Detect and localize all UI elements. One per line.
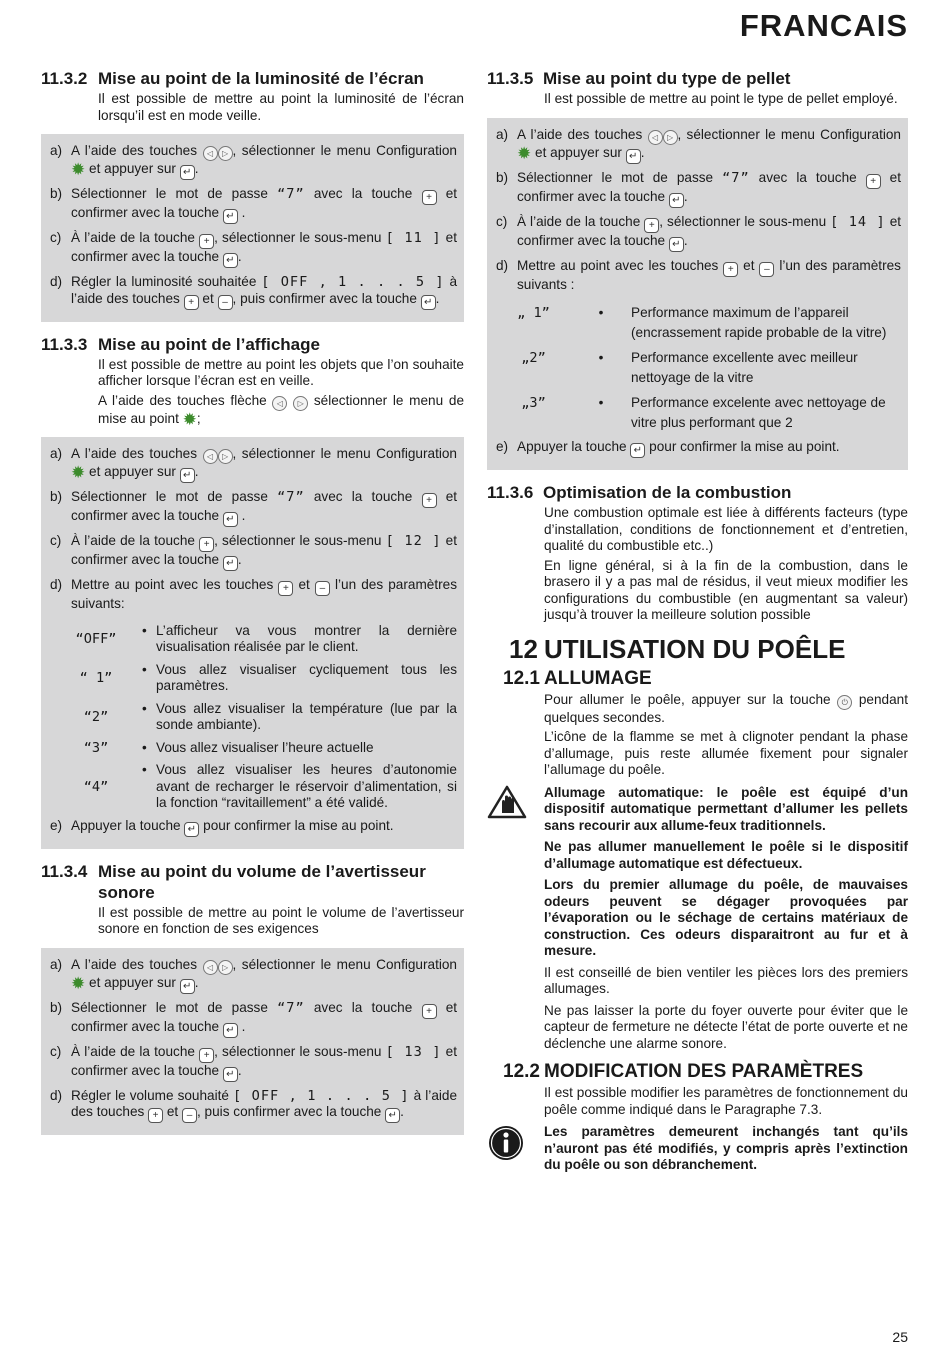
step-text-part: , sélectionner le sous-menu [659, 213, 827, 229]
enter-key-icon: ↵ [630, 443, 645, 458]
step-text-part: et confirmer avec la touche [71, 1043, 458, 1078]
section-intro [544, 91, 908, 108]
step-text: A l’aide des touches ◁ ▷ , sélectionner le menu Configuration ✹ et appuyer sur ↵ . [71, 446, 457, 482]
step-letter: b) [50, 186, 63, 201]
section-number: 12.1 [503, 667, 540, 689]
step-c [50, 1044, 457, 1082]
enter-key-icon: ↵ [669, 237, 684, 252]
plus-key-icon: + [422, 1004, 437, 1019]
step-text-part: À l’aide de la touche [517, 213, 641, 229]
step-letter: c) [50, 1043, 62, 1059]
section-title-12-2 [487, 1061, 908, 1083]
plus-key-icon: + [422, 190, 437, 205]
left-arrow-key-icon: ◁ [272, 396, 287, 411]
step-b [50, 489, 457, 527]
section-heading: Mise au point du type de pellet [543, 69, 791, 88]
step-text-part: Sélectionner le mot de passe [71, 186, 268, 201]
plus-key-icon: + [184, 295, 199, 310]
step-letter: d) [50, 274, 63, 289]
step-letter: c) [50, 230, 62, 245]
step-text: Régler le volume souhaité [ OFF , 1 . . . 5 ] à l’aide des touches + et – , puis confirmer avec la touche ↵ . [71, 1087, 458, 1121]
step-text-part: à l’aide des touches [71, 1087, 458, 1119]
step-text-part: et [743, 257, 755, 273]
step-e [496, 439, 901, 458]
paragraph: L’icône de la flamme se met à clignoter pendant la phase d’allumage, puis reste allumée fixement pour signaler l’allumage du poêle. [544, 729, 908, 777]
step-text [71, 818, 457, 837]
gear-icon: ✹ [71, 973, 86, 993]
section-intro [98, 905, 464, 938]
gear-icon: ✹ [71, 463, 86, 482]
warning-paragraph: Allumage automatique: le poêle est équipé d’un dispositif automatique permettant d’allumer les pellets sans recourir aux allume-feux traditionnels. [544, 784, 908, 833]
step-letter: a) [496, 126, 509, 142]
password-code: “7” [277, 186, 305, 202]
gear-icon: ✹ [517, 143, 532, 163]
warning-note [487, 785, 908, 1058]
paragraph: Ne pas laisser la porte du foyer ouverte pour éviter que le capteur de fermeture ne détecte l’état de porte ouverte et ne déclenche une alarme sonore. [544, 1002, 908, 1051]
intro-text: Il est possible de mettre au point les objets que l’on souhaite afficher lorsque l’écran est en veille. [98, 356, 464, 388]
step-text-part: pour confirmer la mise au point. [203, 817, 394, 833]
plus-key-icon: + [422, 493, 437, 508]
step-text-part: , sélectionner le sous-menu [214, 533, 382, 548]
step-text-part: Régler le volume souhaité [71, 1087, 229, 1103]
step-text [517, 258, 901, 294]
step-d [50, 1088, 457, 1124]
right-column [487, 68, 908, 1183]
enter-key-icon: ↵ [223, 209, 238, 224]
param-code: “3” [83, 739, 109, 756]
right-arrow-key-icon: ▷ [218, 146, 233, 161]
range-code: [ OFF , 1 . . . 5 ] [233, 1087, 410, 1104]
paragraph: Il est conseillé de bien ventiler les pièces lors des premiers allumages. [544, 964, 908, 996]
step-text: À l’aide de la touche + , sélectionner le sous-menu [ 12 ] et confirmer avec la touche ↵ . [71, 533, 458, 569]
plus-key-icon: + [723, 262, 738, 277]
step-text: À l’aide de la touche + , sélectionner le sous-menu [ 13 ] et confirmer avec la touche ↵ . [71, 1043, 458, 1080]
right-arrow-key-icon: ▷ [218, 960, 233, 975]
enter-key-icon: ↵ [421, 295, 436, 310]
paragraph [544, 692, 908, 727]
param-item [496, 393, 901, 433]
step-text-part: À l’aide de la touche [71, 230, 195, 245]
step-c [496, 214, 901, 252]
step-text-part: et confirmer avec la touche [71, 999, 458, 1034]
bullet: • [598, 395, 604, 410]
step-text-part: Sélectionner le mot de passe [71, 999, 268, 1015]
param-desc: Vous allez visualiser l’heure actuelle [156, 739, 374, 755]
enter-key-icon: ↵ [184, 822, 199, 837]
step-text-part: Sélectionner le mot de passe [71, 489, 268, 504]
minus-key-icon: – [182, 1108, 197, 1123]
section-number: 11.3.4 [41, 861, 88, 881]
bullet: • [598, 305, 604, 320]
left-arrow-key-icon: ◁ [648, 130, 663, 145]
param-item [496, 348, 901, 388]
enter-key-icon: ↵ [223, 512, 238, 527]
paragraph-part: Pour allumer le poêle, appuyer sur la touche [544, 691, 831, 707]
section-number: 11.3.3 [41, 334, 88, 354]
paragraph: En ligne général, si à la fin de la combustion, dans le brasero il y a pas mal de résidus, il veut mieux modifier les configurations du combustible (en augmentant sa valeur) jusqu’à trouver la meilleure solution possible [544, 557, 908, 622]
steps-box-11-3-4 [41, 948, 464, 1136]
step-text: A l’aide des touches ◁ ▷ , sélectionner le menu Configuration ✹ et appuyer sur ↵ . [71, 143, 457, 179]
step-text-part: l’un des paramètres suivants: [71, 577, 457, 611]
steps-box-11-3-5 [487, 118, 908, 471]
step-text: Régler la luminosité souhaitée [ OFF , 1 . . . 5 ] à l’aide des touches + et – , puis confirmer avec la touche ↵ . [71, 274, 457, 308]
bullet: • [142, 762, 147, 777]
param-desc: Vous allez visualiser les heures d’autonomie avant de recharger le réservoir d’alimentation, si la fonction “ravitaillement” a été validé. [156, 762, 457, 810]
intro-text-part: sélectionner le menu de mise au point [98, 392, 465, 426]
enter-key-icon: ↵ [223, 556, 238, 571]
chapter-heading: UTILISATION DU POÊLE [544, 633, 846, 664]
submenu-code: [ 11 ] [385, 230, 442, 246]
pellet-params-list [496, 303, 901, 433]
paragraph: Une combustion optimale est liée à différents facteurs (type d’installation, conditions de fonctionnement et d’entretien, qualité du combustible etc..) [544, 505, 908, 553]
step-text-part: avec la touche [758, 169, 857, 185]
enter-key-icon: ↵ [669, 193, 684, 208]
enter-key-icon: ↵ [626, 149, 641, 164]
step-b [50, 186, 457, 224]
step-text-part: l’un des paramètres suivants : [517, 257, 901, 292]
step-text-part: avec la touche [313, 999, 413, 1015]
submenu-code: [ 12 ] [385, 533, 442, 549]
step-text-part: , sélectionner le menu Configuration [677, 126, 901, 142]
range-code: [ OFF , 1 . . . 5 ] [261, 274, 445, 290]
step-d [496, 258, 901, 294]
step-text-part: et confirmer avec la touche [517, 213, 902, 248]
enter-key-icon: ↵ [385, 1108, 400, 1123]
section-number: 11.3.5 [487, 69, 534, 88]
warning-paragraph: Ne pas allumer manuellement le poêle si le dispositif d’allumage automatique est défectueux. [544, 839, 908, 871]
step-text-part: Mettre au point avec les touches [517, 257, 719, 273]
paragraph-part: pendant quelques secondes. [544, 691, 909, 725]
intro-text: Il est possible de mettre au point le type de pellet employé. [544, 91, 898, 106]
step-text-part: et confirmer avec la touche [71, 186, 458, 220]
plus-key-icon: + [148, 1108, 163, 1123]
param-item [50, 762, 457, 812]
param-desc: L’afficheur va vous montrer la dernière visualisation réalisée par le client. [156, 622, 457, 654]
param-item [496, 303, 901, 343]
section-title-11-3-3 [41, 334, 464, 355]
step-d [50, 577, 457, 613]
step-text-part: , sélectionner le menu Configuration [232, 446, 457, 461]
display-params-list [50, 623, 457, 812]
left-arrow-key-icon: ◁ [203, 960, 218, 975]
step-letter: c) [50, 533, 62, 548]
bullet: • [598, 350, 604, 365]
step-text: A l’aide des touches ◁ ▷ , sélectionner le menu Configuration ✹ et appuyer sur ↵ . [71, 956, 457, 993]
enter-key-icon: ↵ [223, 1023, 238, 1038]
section-heading: Mise au point de l’affichage [98, 334, 320, 354]
step-text [71, 577, 457, 613]
step-b [50, 1000, 457, 1038]
step-text-part: et [166, 1104, 179, 1119]
step-text-part: Appuyer la touche [517, 439, 627, 454]
step-text-part: À l’aide de la touche [71, 533, 195, 548]
param-desc: Vous allez visualiser cycliquement tous les paramètres. [156, 661, 457, 693]
section-heading: Mise au point de la luminosité de l’écran [98, 69, 424, 88]
plus-key-icon: + [866, 174, 881, 189]
password-code: “7” [277, 999, 305, 1016]
section-title-11-3-4 [41, 861, 464, 903]
section-body [544, 692, 908, 779]
step-text-part: , sélectionner le sous-menu [214, 230, 382, 245]
step-text-part: A l’aide des touches [71, 956, 198, 972]
step-text: Sélectionner le mot de passe “7” avec la touche + et confirmer avec la touche ↵ . [517, 169, 902, 206]
bullet: • [142, 622, 147, 638]
step-text: A l’aide des touches ◁ ▷ , sélectionner le menu Configuration ✹ et appuyer sur ↵ . [517, 126, 901, 163]
info-icon [487, 1124, 544, 1179]
step-letter: b) [50, 489, 63, 504]
chapter-number: 12 [509, 633, 538, 664]
step-c [50, 230, 457, 268]
step-e [50, 818, 457, 837]
step-a [496, 127, 901, 164]
plus-key-icon: + [199, 234, 214, 249]
plus-key-icon: + [278, 581, 293, 596]
enter-key-icon: ↵ [223, 253, 238, 268]
param-desc: Vous allez visualiser la température (lue par la sonde ambiante). [156, 700, 457, 732]
section-heading: Optimisation de la combustion [543, 483, 792, 502]
bullet: • [142, 661, 147, 677]
minus-key-icon: – [759, 262, 774, 277]
section-heading: Mise au point du volume de l’avertisseur sonore [98, 861, 426, 902]
paragraph: Il est possible modifier les paramètres de fonctionnement du poêle comme indiqué dans le Paragraphe 7.3. [544, 1085, 908, 1117]
info-text [544, 1124, 908, 1179]
left-column [41, 68, 464, 1147]
step-letter: c) [496, 213, 508, 229]
step-text [517, 439, 901, 458]
step-text-part: et appuyer sur [89, 161, 176, 176]
step-text-part: , puis confirmer avec la touche [232, 290, 417, 306]
param-code: “OFF” [75, 630, 117, 647]
step-text-part: avec la touche [313, 186, 413, 201]
section-intro [98, 91, 464, 124]
param-item [50, 701, 457, 734]
section-title-11-3-6 [487, 482, 908, 503]
info-note [487, 1124, 908, 1179]
enter-key-icon: ↵ [180, 979, 195, 994]
step-text-part: Régler la luminosité souhaitée [71, 274, 257, 289]
steps-box-11-3-2 [41, 134, 464, 322]
left-arrow-key-icon: ◁ [203, 146, 218, 161]
step-text-part: A l’aide des touches [71, 446, 198, 461]
param-code: “4” [83, 778, 109, 795]
step-letter: d) [50, 577, 63, 592]
section-number: 11.3.2 [41, 69, 88, 88]
section-heading: ALLUMAGE [544, 667, 652, 689]
step-letter: a) [50, 446, 63, 461]
section-body [544, 505, 908, 624]
intro-text: Il est possible de mettre au point le volume de l’avertisseur sonore en fonction de ses exigences [98, 904, 464, 936]
step-c [50, 533, 457, 571]
plus-key-icon: + [199, 537, 214, 552]
param-item [50, 623, 457, 656]
param-code: “ 1” [79, 669, 113, 686]
submenu-code: [ 13 ] [385, 1043, 442, 1060]
step-text-part: Appuyer la touche [71, 817, 181, 833]
step-text-part: et confirmer avec la touche [517, 169, 902, 204]
step-letter: d) [496, 257, 509, 273]
step-text-part: et confirmer avec la touche [71, 533, 458, 567]
step-text-part: et [202, 290, 214, 306]
step-text-part: et appuyer sur [89, 464, 176, 479]
warning-text [544, 785, 908, 1058]
step-letter: e) [496, 439, 509, 454]
submenu-code: [ 14 ] [830, 213, 886, 230]
step-text-part: et appuyer sur [535, 144, 622, 160]
param-code: “2” [83, 708, 109, 725]
intro-text-part: A l’aide des touches flèche [98, 392, 267, 408]
password-code: “7” [722, 169, 750, 186]
step-text-part: À l’aide de la touche [71, 1043, 195, 1059]
step-a [50, 957, 457, 994]
step-letter: a) [50, 143, 63, 158]
left-arrow-key-icon: ◁ [203, 449, 218, 464]
section-body [544, 1085, 908, 1118]
chapter-title-12 [487, 634, 908, 664]
step-text-part: avec la touche [313, 489, 413, 504]
enter-key-icon: ↵ [180, 468, 195, 483]
param-code: „ 1” [517, 305, 550, 321]
section-title-11-3-5 [487, 68, 908, 89]
section-title-12-1 [487, 668, 908, 690]
section-number: 11.3.6 [487, 483, 534, 502]
step-text: Sélectionner le mot de passe “7” avec la touche + et confirmer avec la touche ↵ . [71, 489, 458, 525]
param-desc: Performance maximum de l’appareil (encrassement rapide probable de la vitre) [631, 305, 887, 340]
warning-paragraph: Lors du premier allumage du poêle, de mauvaises odeurs peuvent se dégager provoquées par l’évaporation ou le séchage de certains matériaux de construction. Ces odeurs disparaitront au fur et à mesure. [544, 877, 908, 958]
enter-key-icon: ↵ [180, 165, 195, 180]
password-code: “7” [277, 489, 305, 505]
step-text: Sélectionner le mot de passe “7” avec la touche + et confirmer avec la touche ↵ . [71, 999, 458, 1036]
header-language: FRANCAIS [739, 8, 908, 43]
bullet: • [142, 700, 147, 716]
intro-text: Il est possible de mettre au point la luminosité de l’écran lorsqu’il est en mode veille. [98, 91, 464, 123]
step-text-part: Sélectionner le mot de passe [517, 169, 714, 185]
step-letter: b) [50, 999, 63, 1015]
warning-hand-icon [487, 785, 544, 1058]
step-a [50, 143, 457, 180]
step-text-part: et confirmer avec la touche [71, 489, 458, 523]
right-arrow-key-icon: ▷ [663, 130, 678, 145]
param-item [50, 662, 457, 695]
info-paragraph: Les paramètres demeurent inchangés tant qu’ils n’auront pas été modifiés, y compris après l’extinction du poêle ou son débranchement. [544, 1124, 908, 1172]
step-text-part: A l’aide des touches [71, 143, 198, 158]
plus-key-icon: + [199, 1048, 214, 1063]
steps-box-11-3-3 [41, 437, 464, 849]
section-number: 12.2 [503, 1061, 540, 1082]
bullet: • [142, 739, 147, 755]
power-key-icon: ⏻ [837, 695, 852, 710]
enter-key-icon: ↵ [223, 1067, 238, 1082]
step-b [496, 170, 901, 208]
step-text-part: et appuyer sur [89, 974, 176, 990]
section-heading: MODIFICATION DES PARAMÈTRES [544, 1061, 864, 1082]
step-text-part: , sélectionner le menu Configuration [232, 143, 457, 158]
param-item [50, 740, 457, 757]
gear-icon: ✹ [182, 409, 197, 429]
plus-key-icon: + [644, 218, 659, 233]
step-text-part: , sélectionner le menu Configuration [232, 956, 457, 972]
page-number: 25 [892, 1329, 908, 1345]
right-arrow-key-icon: ▷ [293, 396, 308, 411]
step-letter: a) [50, 956, 63, 972]
step-text: À l’aide de la touche + , sélectionner le sous-menu [ 11 ] et confirmer avec la touche ↵ . [71, 230, 458, 266]
step-letter: b) [496, 169, 509, 185]
intro-text: A l’aide des touches flèche ◁ ▷ sélectionner le menu de mise au point ✹; [98, 392, 465, 429]
step-text-part: à l’aide des touches [71, 274, 457, 306]
minus-key-icon: – [218, 295, 233, 310]
step-letter: d) [50, 1087, 63, 1103]
section-intro [98, 357, 464, 428]
param-desc: Performance excelente avec nettoyage de vitre plus performant que 2 [631, 395, 886, 430]
param-code: „3” [521, 395, 546, 411]
step-text-part: et confirmer avec la touche [71, 230, 458, 264]
param-code: „2” [521, 350, 546, 366]
step-text-part: et [298, 577, 310, 592]
step-text: Sélectionner le mot de passe “7” avec la touche + et confirmer avec la touche ↵ . [71, 186, 458, 222]
gear-icon: ✹ [71, 160, 86, 179]
step-a [50, 446, 457, 483]
step-text-part: Mettre au point avec les touches [71, 577, 274, 592]
step-letter: e) [50, 817, 63, 833]
step-d [50, 274, 457, 310]
step-text-part: pour confirmer la mise au point. [649, 439, 840, 454]
step-text-part: A l’aide des touches [517, 126, 643, 142]
section-title-11-3-2 [41, 68, 464, 89]
step-text-part: , puis confirmer avec la touche [197, 1104, 382, 1119]
step-text: À l’aide de la touche + , sélectionner le sous-menu [ 14 ] et confirmer avec la touche ↵ . [517, 213, 902, 250]
step-text-part: , sélectionner le sous-menu [214, 1043, 382, 1059]
right-arrow-key-icon: ▷ [218, 449, 233, 464]
minus-key-icon: – [315, 581, 330, 596]
param-desc: Performance excellente avec meilleur nettoyage de la vitre [631, 350, 858, 385]
